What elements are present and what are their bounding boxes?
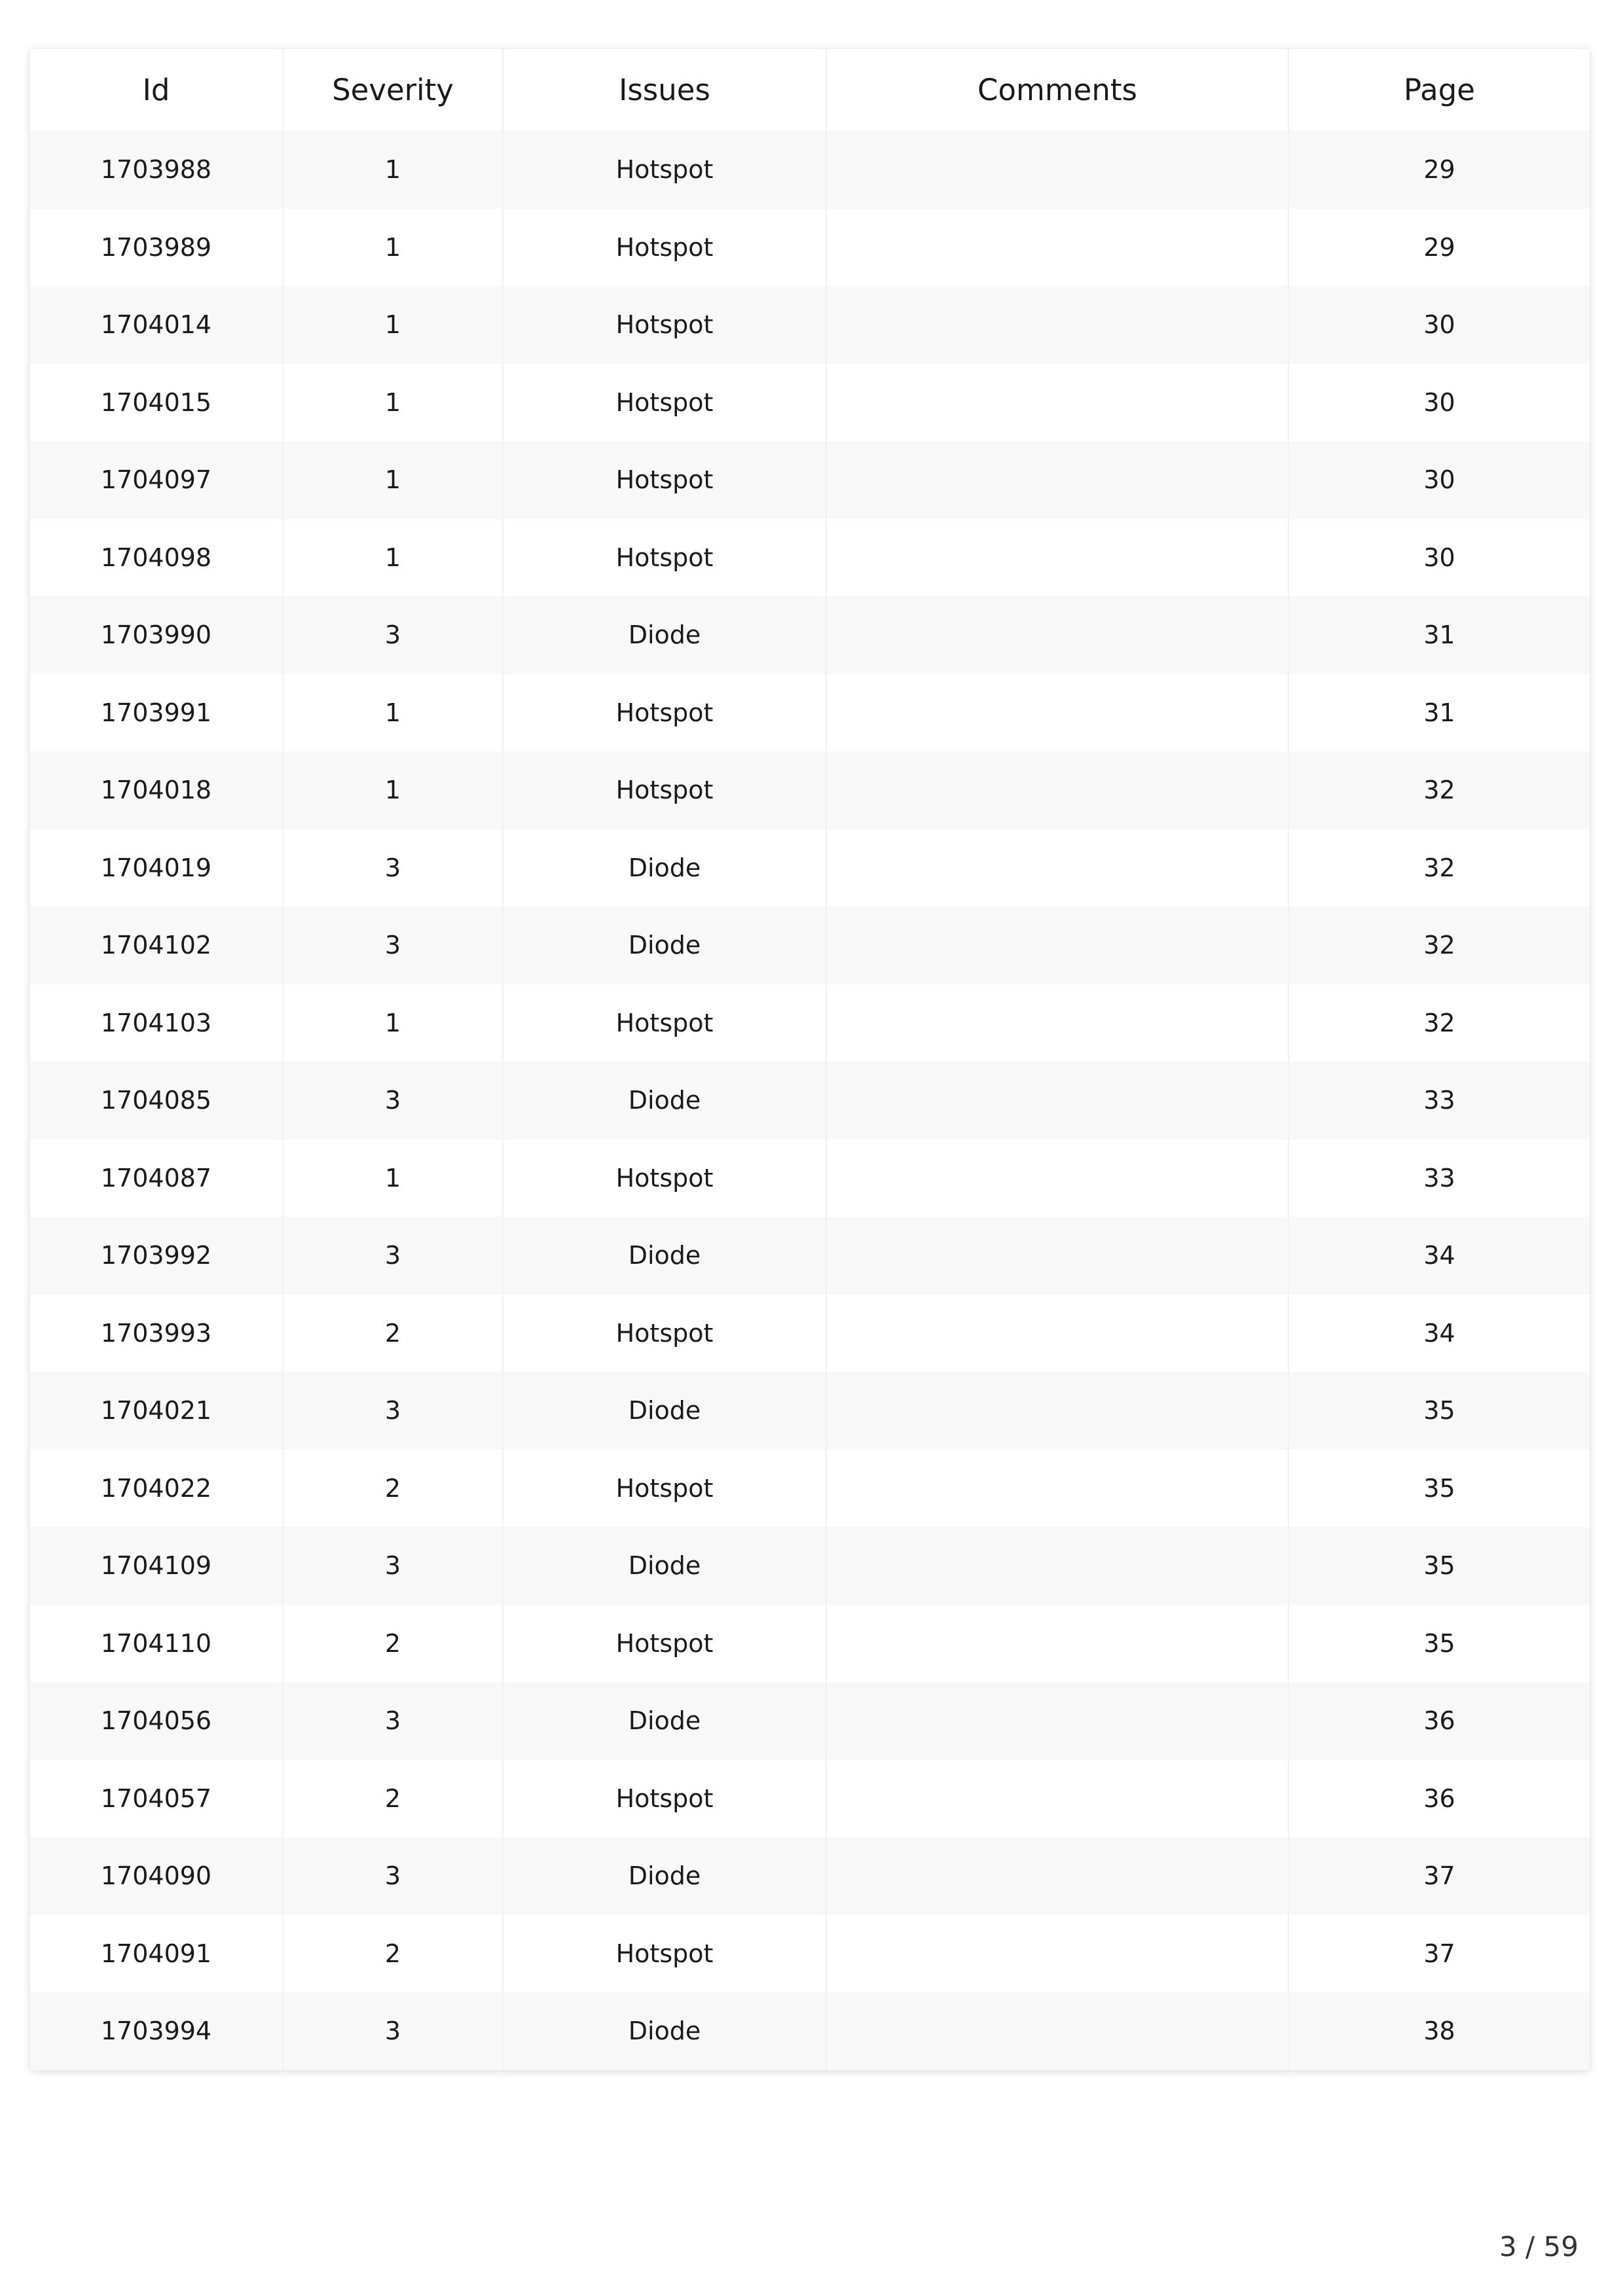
cell-issue: Diode bbox=[503, 1837, 826, 1915]
cell-issue: Diode bbox=[503, 1217, 826, 1295]
table-row bbox=[30, 1837, 1590, 1915]
cell-issue: Hotspot bbox=[503, 1295, 826, 1372]
cell-id: 1704057 bbox=[30, 1760, 283, 1838]
table-header-row bbox=[30, 49, 1590, 131]
cell-issue: Diode bbox=[503, 1992, 826, 2070]
cell-comment bbox=[826, 441, 1288, 519]
cell-comment bbox=[826, 751, 1288, 829]
cell-issue: Hotspot bbox=[503, 209, 826, 287]
cell-id: 1704056 bbox=[30, 1682, 283, 1760]
cell-id: 1704091 bbox=[30, 1915, 283, 1993]
cell-id: 1704109 bbox=[30, 1527, 283, 1605]
cell-id: 1704018 bbox=[30, 751, 283, 829]
cell-comment bbox=[826, 1992, 1288, 2070]
cell-id: 1703988 bbox=[30, 131, 283, 209]
cell-id: 1704014 bbox=[30, 286, 283, 364]
cell-severity: 1 bbox=[283, 674, 503, 752]
cell-id: 1704102 bbox=[30, 906, 283, 984]
table-row bbox=[30, 286, 1590, 364]
cell-severity: 3 bbox=[283, 906, 503, 984]
cell-comment bbox=[826, 984, 1288, 1062]
cell-id: 1704097 bbox=[30, 441, 283, 519]
cell-issue: Hotspot bbox=[503, 519, 826, 597]
cell-issue: Diode bbox=[503, 1372, 826, 1450]
cell-severity: 3 bbox=[283, 1992, 503, 2070]
table-row bbox=[30, 1605, 1590, 1683]
cell-page: 35 bbox=[1288, 1605, 1590, 1683]
cell-comment bbox=[826, 1682, 1288, 1760]
cell-comment bbox=[826, 1605, 1288, 1683]
cell-page: 35 bbox=[1288, 1450, 1590, 1528]
cell-comment bbox=[826, 1217, 1288, 1295]
cell-page: 29 bbox=[1288, 131, 1590, 209]
cell-comment bbox=[826, 1837, 1288, 1915]
cell-page: 34 bbox=[1288, 1217, 1590, 1295]
cell-comment bbox=[826, 1450, 1288, 1528]
cell-id: 1704085 bbox=[30, 1062, 283, 1139]
table-row bbox=[30, 519, 1590, 597]
table-row bbox=[30, 1139, 1590, 1217]
cell-page: 31 bbox=[1288, 674, 1590, 752]
cell-page: 36 bbox=[1288, 1682, 1590, 1760]
cell-severity: 3 bbox=[283, 1217, 503, 1295]
cell-page: 29 bbox=[1288, 209, 1590, 287]
cell-severity: 3 bbox=[283, 1372, 503, 1450]
cell-severity: 3 bbox=[283, 1837, 503, 1915]
cell-comment bbox=[826, 286, 1288, 364]
table-row bbox=[30, 1217, 1590, 1295]
issues-table bbox=[30, 49, 1590, 2070]
cell-issue: Hotspot bbox=[503, 1139, 826, 1217]
cell-comment bbox=[826, 1295, 1288, 1372]
table-row bbox=[30, 1760, 1590, 1838]
cell-page: 33 bbox=[1288, 1062, 1590, 1139]
cell-comment bbox=[826, 1760, 1288, 1838]
cell-page: 30 bbox=[1288, 441, 1590, 519]
column-header-id: Id bbox=[30, 49, 283, 131]
cell-page: 30 bbox=[1288, 286, 1590, 364]
cell-comment bbox=[826, 596, 1288, 674]
cell-issue: Diode bbox=[503, 1527, 826, 1605]
cell-severity: 1 bbox=[283, 209, 503, 287]
cell-severity: 2 bbox=[283, 1605, 503, 1683]
cell-issue: Diode bbox=[503, 906, 826, 984]
cell-severity: 1 bbox=[283, 131, 503, 209]
table-row bbox=[30, 441, 1590, 519]
cell-id: 1704021 bbox=[30, 1372, 283, 1450]
cell-page: 37 bbox=[1288, 1837, 1590, 1915]
cell-severity: 3 bbox=[283, 1527, 503, 1605]
cell-severity: 2 bbox=[283, 1450, 503, 1528]
cell-issue: Hotspot bbox=[503, 286, 826, 364]
cell-severity: 3 bbox=[283, 596, 503, 674]
cell-severity: 1 bbox=[283, 519, 503, 597]
cell-id: 1704090 bbox=[30, 1837, 283, 1915]
cell-id: 1704022 bbox=[30, 1450, 283, 1528]
table-row bbox=[30, 1062, 1590, 1139]
cell-issue: Hotspot bbox=[503, 364, 826, 442]
table-row bbox=[30, 984, 1590, 1062]
table-row bbox=[30, 751, 1590, 829]
cell-issue: Hotspot bbox=[503, 131, 826, 209]
cell-page: 32 bbox=[1288, 829, 1590, 907]
cell-comment bbox=[826, 1915, 1288, 1993]
table-row bbox=[30, 1992, 1590, 2070]
cell-comment bbox=[826, 674, 1288, 752]
cell-id: 1704098 bbox=[30, 519, 283, 597]
cell-issue: Hotspot bbox=[503, 1605, 826, 1683]
cell-comment bbox=[826, 906, 1288, 984]
table-row bbox=[30, 596, 1590, 674]
cell-severity: 2 bbox=[283, 1915, 503, 1993]
cell-comment bbox=[826, 519, 1288, 597]
cell-severity: 2 bbox=[283, 1295, 503, 1372]
cell-id: 1704103 bbox=[30, 984, 283, 1062]
cell-page: 37 bbox=[1288, 1915, 1590, 1993]
cell-issue: Hotspot bbox=[503, 441, 826, 519]
table-row bbox=[30, 1682, 1590, 1760]
cell-severity: 3 bbox=[283, 829, 503, 907]
cell-page: 31 bbox=[1288, 596, 1590, 674]
table-row bbox=[30, 1295, 1590, 1372]
cell-comment bbox=[826, 1527, 1288, 1605]
cell-id: 1704110 bbox=[30, 1605, 283, 1683]
cell-issue: Diode bbox=[503, 829, 826, 907]
cell-severity: 1 bbox=[283, 286, 503, 364]
table-row bbox=[30, 1915, 1590, 1993]
table-row bbox=[30, 1527, 1590, 1605]
cell-id: 1703992 bbox=[30, 1217, 283, 1295]
cell-page: 35 bbox=[1288, 1372, 1590, 1450]
cell-severity: 1 bbox=[283, 751, 503, 829]
cell-id: 1703989 bbox=[30, 209, 283, 287]
column-header-page: Page bbox=[1404, 73, 1475, 107]
cell-id: 1703994 bbox=[30, 1992, 283, 2070]
cell-id: 1704015 bbox=[30, 364, 283, 442]
column-header-comments: Comments bbox=[826, 49, 1288, 131]
cell-page: 35 bbox=[1288, 1527, 1590, 1605]
cell-page: 36 bbox=[1288, 1760, 1590, 1838]
table-row bbox=[30, 1372, 1590, 1450]
cell-issue: Diode bbox=[503, 596, 826, 674]
column-header-issues: Issues bbox=[503, 49, 826, 131]
page-indicator: 3 / 59 bbox=[1499, 2231, 1578, 2263]
cell-id: 1703991 bbox=[30, 674, 283, 752]
cell-comment bbox=[826, 209, 1288, 287]
table-row bbox=[30, 674, 1590, 752]
cell-id: 1704019 bbox=[30, 829, 283, 907]
table-row bbox=[30, 209, 1590, 287]
table-row bbox=[30, 829, 1590, 907]
cell-id: 1703990 bbox=[30, 596, 283, 674]
cell-issue: Diode bbox=[503, 1062, 826, 1139]
cell-page: 30 bbox=[1288, 519, 1590, 597]
cell-severity: 1 bbox=[283, 1139, 503, 1217]
cell-issue: Hotspot bbox=[503, 1450, 826, 1528]
cell-page: 38 bbox=[1288, 1992, 1590, 2070]
table-body bbox=[30, 131, 1590, 2070]
cell-issue: Hotspot bbox=[503, 1760, 826, 1838]
cell-issue: Hotspot bbox=[503, 984, 826, 1062]
cell-page: 32 bbox=[1288, 984, 1590, 1062]
cell-severity: 1 bbox=[283, 441, 503, 519]
issues-table-card bbox=[30, 49, 1590, 2070]
cell-comment bbox=[826, 1062, 1288, 1139]
cell-page: 34 bbox=[1288, 1295, 1590, 1372]
cell-severity: 3 bbox=[283, 1062, 503, 1139]
cell-page: 30 bbox=[1288, 364, 1590, 442]
cell-id: 1704087 bbox=[30, 1139, 283, 1217]
cell-severity: 2 bbox=[283, 1760, 503, 1838]
cell-comment bbox=[826, 829, 1288, 907]
cell-comment bbox=[826, 131, 1288, 209]
cell-severity: 1 bbox=[283, 364, 503, 442]
cell-page: 32 bbox=[1288, 751, 1590, 829]
cell-id: 1703993 bbox=[30, 1295, 283, 1372]
cell-issue: Hotspot bbox=[503, 674, 826, 752]
table-row bbox=[30, 364, 1590, 442]
cell-severity: 1 bbox=[283, 984, 503, 1062]
cell-page: 32 bbox=[1288, 906, 1590, 984]
cell-issue: Hotspot bbox=[503, 1915, 826, 1993]
cell-issue: Hotspot bbox=[503, 751, 826, 829]
cell-severity: 3 bbox=[283, 1682, 503, 1760]
table-row bbox=[30, 1450, 1590, 1528]
cell-comment bbox=[826, 1372, 1288, 1450]
table-row bbox=[30, 906, 1590, 984]
table-row bbox=[30, 131, 1590, 209]
cell-comment bbox=[826, 1139, 1288, 1217]
cell-comment bbox=[826, 364, 1288, 442]
cell-page: 33 bbox=[1288, 1139, 1590, 1217]
column-header-severity: Severity bbox=[283, 49, 503, 131]
cell-issue: Diode bbox=[503, 1682, 826, 1760]
